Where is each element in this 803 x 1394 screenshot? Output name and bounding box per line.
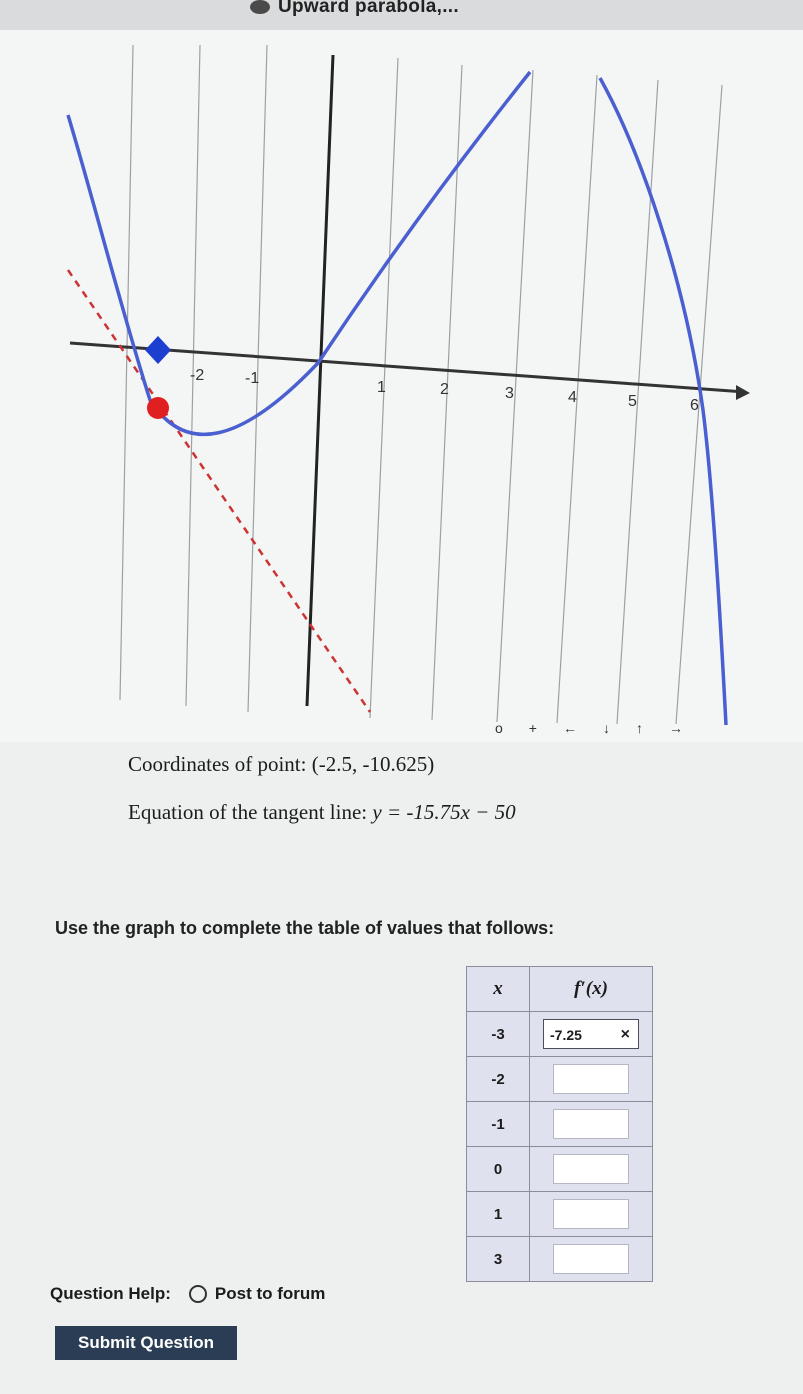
answer-input[interactable]	[553, 1244, 629, 1274]
instructions: Use the graph to complete the table of values that follows:	[55, 918, 555, 938]
status-icon	[250, 0, 270, 14]
tick-label: -2	[190, 367, 205, 384]
table-header-fprime: f′(x)	[530, 967, 653, 1012]
coordinates-line	[128, 752, 434, 777]
tangent-label: Equation of the tangent line:	[128, 800, 368, 824]
question-title: Upward parabola,...	[278, 0, 459, 17]
pan-right-button[interactable]: →	[668, 720, 683, 736]
post-to-forum-label: Post to forum	[214, 1284, 326, 1303]
tick-label: -1	[245, 370, 260, 387]
graph-panel[interactable]	[0, 30, 803, 742]
row-answer-cell	[530, 1012, 653, 1057]
answer-input[interactable]	[553, 1064, 629, 1094]
row-answer-cell	[530, 1147, 653, 1192]
question-help	[50, 1284, 325, 1304]
tick-label: 5	[628, 393, 637, 410]
table-row	[467, 1057, 653, 1102]
y-axis	[307, 55, 333, 706]
answer-input[interactable]	[543, 1019, 639, 1049]
pan-left-button[interactable]: ←	[562, 720, 577, 736]
tangent-line	[68, 270, 370, 712]
pan-up-button[interactable]: ↑	[635, 720, 643, 736]
tick-labels	[190, 367, 699, 414]
row-answer-cell	[530, 1237, 653, 1282]
table-row	[467, 1237, 653, 1282]
graph[interactable]	[0, 30, 803, 742]
row-answer-cell	[530, 1102, 653, 1147]
x-axis-arrow	[736, 385, 750, 400]
row-x: 3	[467, 1237, 530, 1282]
zoom-in-button[interactable]: +	[528, 720, 537, 736]
row-x: -3	[467, 1012, 530, 1057]
answer-input[interactable]	[553, 1154, 629, 1184]
graph-controls	[495, 720, 683, 736]
coordinates-label: Coordinates of point:	[128, 752, 307, 776]
tick-label: 4	[568, 389, 577, 406]
tick-label: 1	[377, 379, 386, 396]
table-row	[467, 1102, 653, 1147]
table-row	[467, 1192, 653, 1237]
answer-value: -7.25	[550, 1027, 582, 1043]
x-axis	[70, 343, 745, 392]
chat-bubble-icon	[189, 1285, 207, 1303]
tick-label: 6	[690, 397, 699, 414]
row-x: 0	[467, 1147, 530, 1192]
question-help-label: Question Help:	[50, 1284, 171, 1303]
row-x: -1	[467, 1102, 530, 1147]
top-bar	[0, 0, 803, 30]
zoom-reset-button[interactable]: o	[495, 720, 503, 736]
curve-point[interactable]	[147, 397, 169, 419]
tangent-equation-line	[128, 800, 516, 825]
row-answer-cell	[530, 1192, 653, 1237]
tangent-lhs: y	[372, 800, 382, 824]
pan-down-button[interactable]: ↓	[602, 720, 610, 736]
row-x: -2	[467, 1057, 530, 1102]
tangent-rhs: = -15.75x − 50	[386, 800, 516, 824]
table-header-x: x	[467, 967, 530, 1012]
answer-input[interactable]	[553, 1199, 629, 1229]
row-x: 1	[467, 1192, 530, 1237]
post-to-forum-link[interactable]	[189, 1284, 326, 1304]
question-title-wrap	[250, 0, 459, 18]
tick-label: 3	[505, 385, 514, 402]
handle-diamond[interactable]	[145, 336, 171, 364]
answer-input[interactable]	[553, 1109, 629, 1139]
table-row	[467, 1012, 653, 1057]
table-header-row	[467, 967, 653, 1012]
tick-label: 2	[440, 381, 449, 398]
row-answer-cell	[530, 1057, 653, 1102]
coordinates-value: (-2.5, -10.625)	[311, 752, 435, 776]
incorrect-icon: ×	[620, 1026, 630, 1043]
values-table	[466, 966, 653, 1282]
table-row	[467, 1147, 653, 1192]
submit-question-button[interactable]: Submit Question	[55, 1326, 237, 1360]
